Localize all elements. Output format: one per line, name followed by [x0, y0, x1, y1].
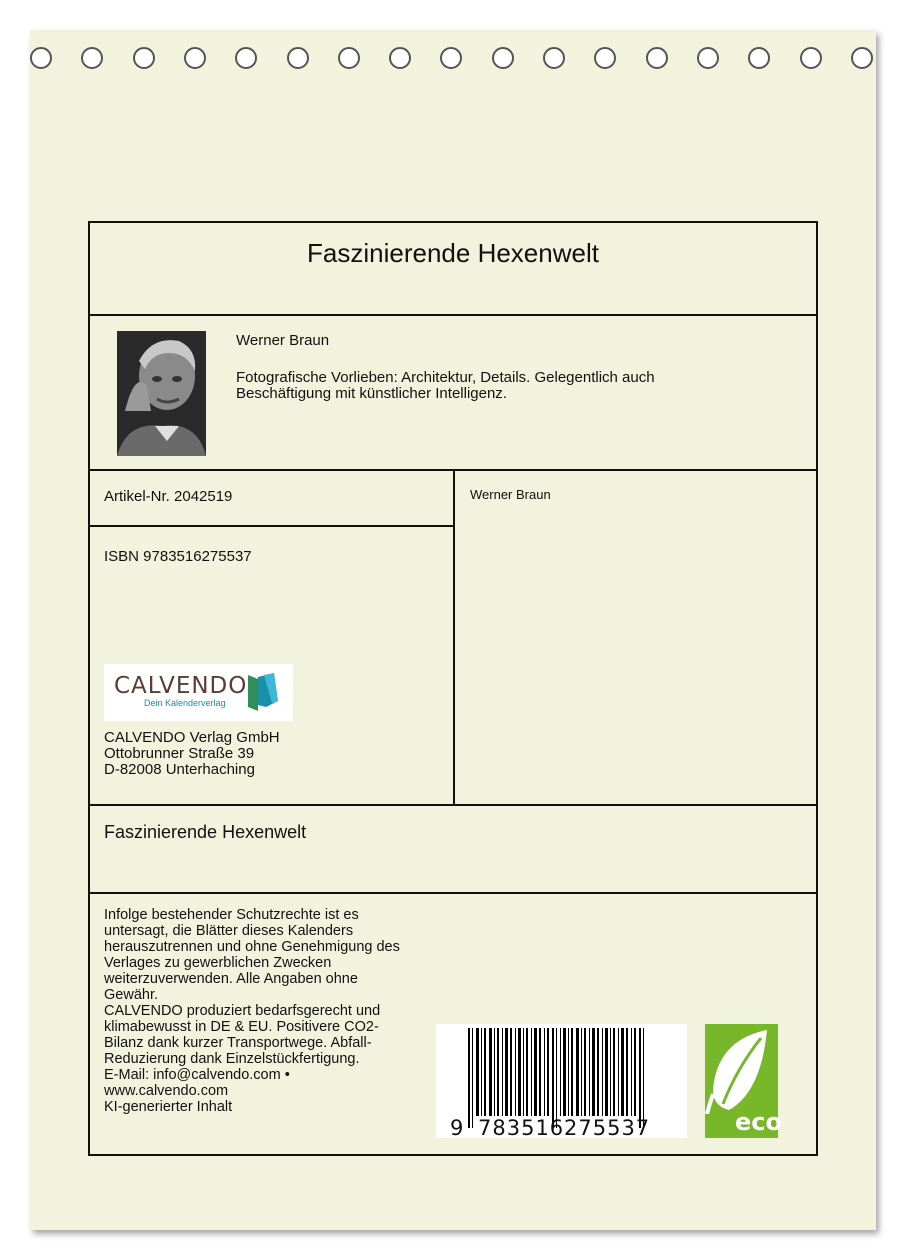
eco-badge: [705, 1024, 782, 1138]
legal-line: klimabewusst in DE & EU. Positivere CO2-: [104, 1019, 379, 1035]
divider: [88, 314, 818, 316]
binding-hole: [748, 47, 770, 69]
binding-hole: [133, 47, 155, 69]
legal-line: weiterzuverwenden. Alle Angaben ohne: [104, 971, 358, 987]
legal-line: Verlages zu gewerblichen Zwecken: [104, 955, 332, 971]
legal-line: Bilanz dank kurzer Transportwege. Abfall-: [104, 1035, 372, 1051]
binding-holes: [0, 0, 905, 60]
barcode-digits-group2: 275537: [564, 1116, 651, 1140]
publisher-line3: D-82008 Unterhaching: [104, 761, 255, 778]
calvendo-logo: [104, 664, 293, 721]
binding-hole: [184, 47, 206, 69]
binding-hole: [235, 47, 257, 69]
divider: [88, 525, 454, 527]
logo-mark-icon: [244, 671, 284, 713]
logo-tagline: Dein Kalenderverlag: [144, 698, 226, 708]
barcode-digits-group1: 783516: [478, 1116, 565, 1140]
legal-line: E-Mail: info@calvendo.com •: [104, 1067, 290, 1083]
isbn: ISBN 9783516275537: [104, 548, 252, 565]
article-number: Artikel-Nr. 2042519: [104, 488, 233, 505]
legal-line: KI-generierter Inhalt: [104, 1099, 233, 1115]
author-photo: [117, 331, 206, 456]
eco-label: eco: [735, 1108, 782, 1136]
binding-hole: [389, 47, 411, 69]
legal-line: untersagt, die Blätter dieses Kalenders: [104, 923, 354, 939]
product-title: Faszinierende Hexenwelt: [104, 822, 307, 842]
calendar-title: Faszinierende Hexenwelt: [307, 238, 599, 268]
portrait-image: [117, 331, 206, 456]
barcode-digit-first: 9: [450, 1116, 464, 1140]
isbn-barcode: [436, 1024, 687, 1138]
binding-hole: [851, 47, 873, 69]
logo-wordmark: CALVENDO: [114, 673, 248, 699]
binding-hole: [492, 47, 514, 69]
publisher-line1: CALVENDO Verlag GmbH: [104, 729, 280, 746]
binding-hole: [287, 47, 309, 69]
divider: [453, 469, 455, 806]
binding-hole: [30, 47, 52, 69]
binding-hole: [543, 47, 565, 69]
legal-notice: [104, 907, 444, 1115]
right-panel-author: Werner Braun: [470, 487, 551, 502]
divider: [88, 892, 818, 894]
binding-hole: [338, 47, 360, 69]
legal-line: herauszutrennen und ohne Genehmigung des: [104, 939, 400, 955]
author-bio-line1: Fotografische Vorlieben: Architektur, Details. Gelegentlich auch: [236, 369, 655, 386]
binding-hole: [81, 47, 103, 69]
binding-hole: [594, 47, 616, 69]
binding-hole: [646, 47, 668, 69]
legal-line: www.calvendo.com: [104, 1083, 229, 1099]
leaf-icon: [705, 1024, 778, 1114]
legal-line: Gewähr.: [104, 987, 158, 1003]
author-bio-line2: Beschäftigung mit künstlicher Intelligenz.: [236, 385, 507, 402]
binding-hole: [800, 47, 822, 69]
binding-hole: [440, 47, 462, 69]
publisher-line2: Ottobrunner Straße 39: [104, 745, 255, 762]
legal-line: CALVENDO produziert bedarfsgerecht und: [104, 1003, 381, 1019]
binding-hole: [697, 47, 719, 69]
legal-line: Infolge bestehender Schutzrechte ist es: [104, 907, 359, 923]
author-name: Werner Braun: [236, 332, 330, 349]
legal-line: Reduzierung dank Einzelstückfertigung.: [104, 1051, 360, 1067]
